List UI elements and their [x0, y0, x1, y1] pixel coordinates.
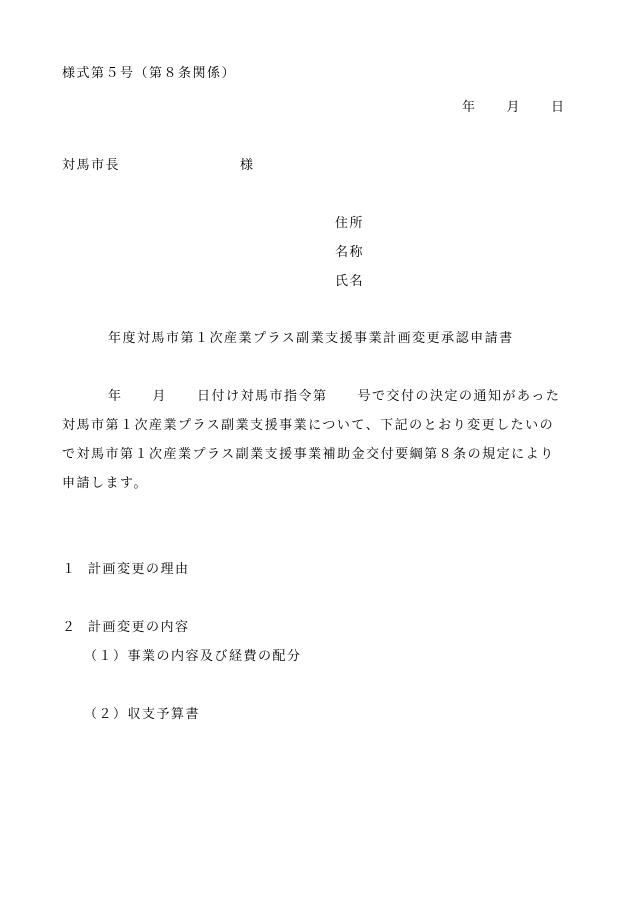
date-year: 年 — [462, 100, 477, 115]
section-1 — [62, 562, 190, 578]
addressee-line — [62, 158, 255, 174]
body-line-1-end: 号で交付の決定の通知があった — [357, 389, 561, 404]
date-day: 日 — [551, 100, 566, 115]
addressee-name: 対馬市長 — [62, 158, 121, 173]
section-label: 計画変更の内容 — [88, 620, 190, 635]
subsection-1: （１）事業の内容及び経費の配分 — [84, 649, 302, 664]
applicant-organization-label: 名称 — [335, 245, 365, 260]
applicant-name-label: 氏名 — [335, 274, 365, 289]
addressee-honorific: 様 — [240, 158, 255, 173]
date-month: 月 — [506, 100, 522, 115]
body-line-3: で対馬市第１次産業プラス副業支援事業補助金交付要綱第８条の規定により — [62, 447, 555, 462]
section-number: １ — [62, 562, 77, 577]
applicant-address-label: 住所 — [335, 216, 365, 231]
document-title: 年度対馬市第１次産業プラス副業支援事業計画変更承認申請書 — [108, 331, 514, 346]
body-line-1 — [108, 389, 560, 405]
section-number: ２ — [62, 620, 77, 635]
body-line-2: 対馬市第１次産業プラス副業支援事業について、下記のとおり変更したいの — [62, 418, 555, 433]
section-label: 計画変更の理由 — [88, 562, 190, 577]
body-line-4: 申請します。 — [62, 476, 148, 491]
subsection-2: （２）収支予算書 — [84, 707, 201, 722]
body-year: 年 — [108, 389, 123, 404]
body-month: 月 — [152, 389, 168, 404]
form-number: 様式第５号（第８条関係） — [62, 66, 237, 81]
date-line — [462, 100, 566, 116]
body-directive: 日付け対馬市指令第 — [197, 389, 328, 404]
section-2 — [62, 620, 190, 636]
